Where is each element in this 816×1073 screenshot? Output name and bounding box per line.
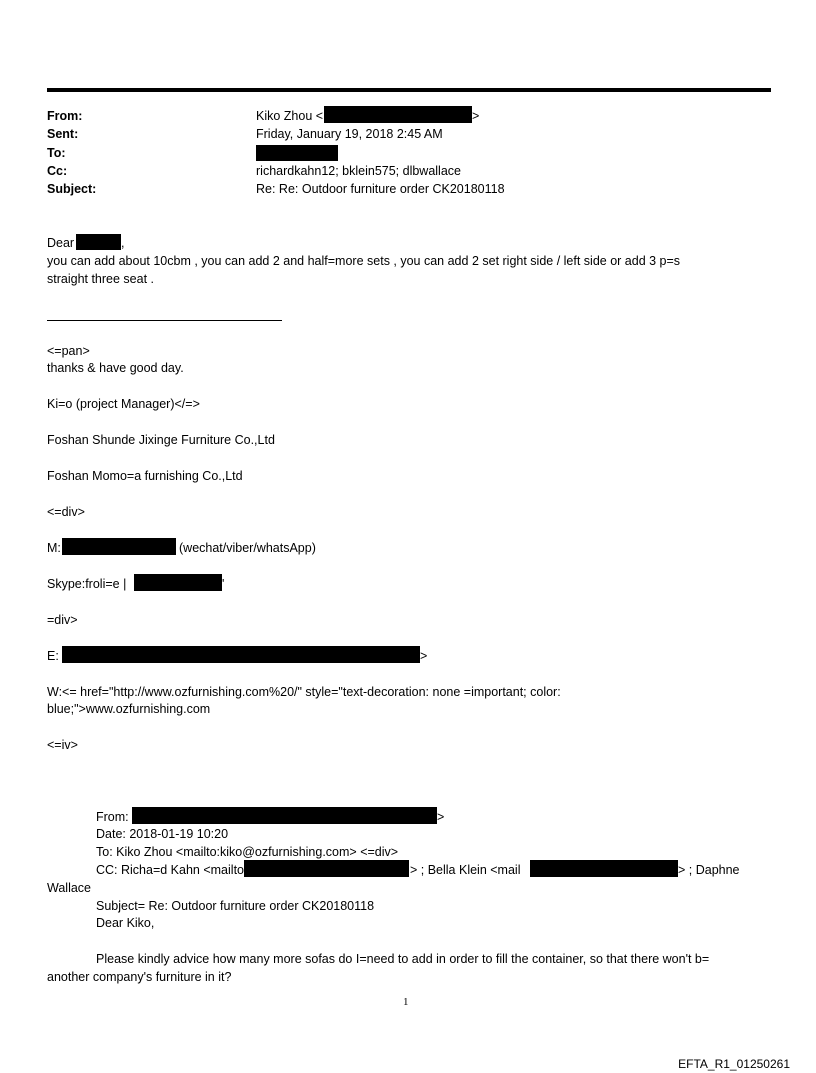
quoted-cc-mid: > ; Bella Klein <mail: [410, 863, 521, 877]
quoted-date: Date: 2018-01-19 10:20: [96, 827, 229, 841]
sig-mobile-suffix: (wechat/viber/whatsApp): [179, 541, 316, 555]
sig-iv-close: <=iv>: [47, 738, 78, 752]
to-label: To:: [47, 146, 66, 160]
quoted-cc-wrap: Wallace: [47, 881, 91, 895]
sig-web-line-1: W:<= href="http://www.ozfurnishing.com%20/" style="text-decoration: none =important; color:: [47, 685, 561, 699]
redaction-skype: [134, 574, 225, 591]
header-rule: [47, 88, 771, 92]
sig-pan-tag: <=pan>: [47, 344, 90, 358]
from-value: Kiko Zhou <: [256, 109, 324, 123]
greeting-comma: ,: [121, 236, 125, 250]
sig-thanks: thanks & have good day.: [47, 361, 184, 375]
quoted-greeting: Dear Kiko,: [96, 916, 155, 930]
sig-email-label: E:: [47, 649, 59, 663]
from-label: From:: [47, 109, 83, 123]
signature-divider: [47, 320, 282, 321]
from-tail: >: [472, 109, 480, 123]
sig-company-1: Foshan Shunde Jixinge Furniture Co.,Ltd: [47, 433, 275, 447]
sig-company-2: Foshan Momo=a furnishing Co.,Ltd: [47, 469, 243, 483]
redaction-from-email: [324, 106, 472, 123]
subject-label: Subject:: [47, 182, 97, 196]
sent-label: Sent:: [47, 127, 79, 141]
document-id: EFTA_R1_01250261: [678, 1057, 790, 1071]
subject-value: Re: Re: Outdoor furniture order CK20180118: [256, 182, 505, 196]
redaction-quoted-cc-1: [244, 860, 409, 877]
sig-div-close: =div>: [47, 613, 78, 627]
redaction-quoted-cc-2: [530, 860, 678, 877]
sig-web-line-2: blue;">www.ozfurnishing.com: [47, 702, 211, 716]
sig-skype-tail: ': [222, 577, 225, 591]
sig-email-tail: >: [420, 649, 428, 663]
quoted-from-tail: >: [437, 810, 445, 824]
quoted-to: To: Kiko Zhou <mailto:kiko@ozfurnishing.com> <=div>: [96, 845, 399, 859]
redaction-to: [256, 145, 338, 161]
quoted-para-line-1: Please kindly advice how many more sofas do I=need to add in order to fill the container, so that there won't b=: [96, 952, 710, 966]
redaction-greeting-name: [76, 234, 121, 250]
sig-div-open: <=div>: [47, 505, 85, 519]
quoted-from-label: From:: [96, 810, 129, 824]
sig-skype-label: Skype:froli=e |: [47, 577, 127, 591]
redaction-email: [62, 646, 420, 663]
redaction-mobile: [62, 538, 176, 555]
sent-value: Friday, January 19, 2018 2:45 AM: [256, 127, 443, 141]
sig-mobile-label: M:: [47, 541, 61, 555]
quoted-subject: Subject= Re: Outdoor furniture order CK20180118: [96, 899, 375, 913]
quoted-cc-end: > ; Daphne: [678, 863, 740, 877]
quoted-cc-start: CC: Richa=d Kahn <mailto: [96, 863, 244, 877]
page-number: 1: [403, 996, 409, 1008]
cc-value: richardkahn12; bklein575; dlbwallace: [256, 164, 461, 178]
cc-label: Cc:: [47, 164, 68, 178]
body-line-2: straight three seat .: [47, 272, 155, 286]
quoted-para-line-2: another company's furniture in it?: [47, 970, 232, 984]
greeting: Dear: [47, 236, 75, 250]
redaction-quoted-from: [132, 807, 437, 824]
body-line-1: you can add about 10cbm , you can add 2 and half=more sets , you can add 2 set right side / left side or add 3 p=s: [47, 254, 681, 268]
sig-title: Ki=o (project Manager)</=>: [47, 397, 200, 411]
